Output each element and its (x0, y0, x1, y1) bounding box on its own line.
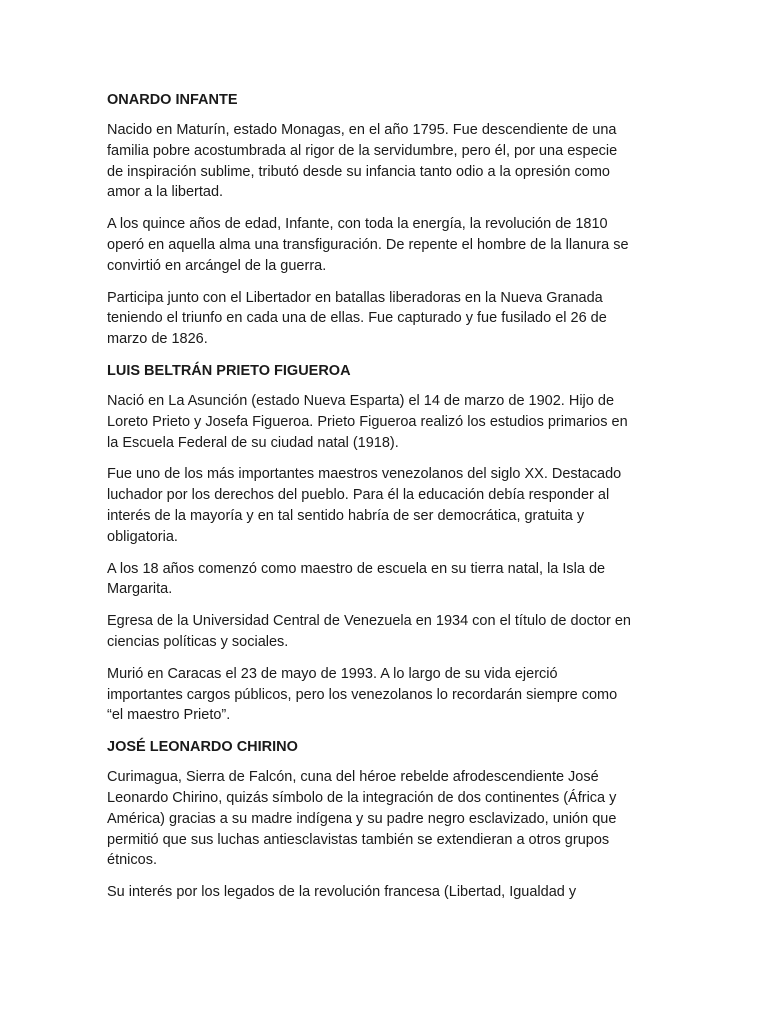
section-luis-beltran-prieto-figueroa (107, 361, 698, 726)
section-jose-leonardo-chirino (107, 737, 698, 903)
section-heading: LUIS BELTRÁN PRIETO FIGUEROA (107, 362, 351, 379)
paragraph: Egresa de la Universidad Central de Venezuela en 1934 con el título de doctor en ciencias políticas y sociales. (107, 613, 631, 650)
paragraph: Nacido en Maturín, estado Monagas, en el año 1795. Fue descendiente de una familia pobre acostumbrada al rigor de la servidumbre, pero él, por una especie de inspiración sublime, tributó desde su infancia tanto odio a la opresión como amor a la libertad. (107, 122, 618, 201)
paragraph: Su interés por los legados de la revolución francesa (Libertad, Igualdad y (107, 884, 577, 901)
paragraph: A los 18 años comenzó como maestro de escuela en su tierra natal, la Isla de Margarita. (107, 560, 606, 598)
paragraph: Participa junto con el Libertador en batallas liberadoras en la Nueva Granada teniendo el triunfo en cada una de ellas. Fue capturado y fue fusilado el 26 de marzo de 1826. (107, 289, 607, 348)
paragraph: A los quince años de edad, Infante, con toda la energía, la revolución de 1810 operó en aquella alma una transfiguración. De repente el hombre de la llanura se convirtió en arcángel de la guerra. (107, 216, 629, 274)
paragraph: Curimagua, Sierra de Falcón, cuna del héroe rebelde afrodescendiente José Leonardo Chirino, quizás símbolo de la integración de dos continentes (África y América) gracias a su madre indígena y su padre negro esclavizado, unión que permitió que sus luchas antiesclavistas también se extendieran a otros grupos étnicos. (107, 769, 617, 869)
paragraph: Murió en Caracas el 23 de mayo de 1993. A lo largo de su vida ejerció importantes cargos públicos, pero los venezolanos lo recordarán siempre como “el maestro Prieto”. (107, 665, 618, 724)
paragraph: Nació en La Asunción (estado Nueva Esparta) el 14 de marzo de 1902. Hijo de Loreto Prieto y Josefa Figueroa. Prieto Figueroa realizó los estudios primarios en la Escuela Federal de su ciudad natal (1918). (107, 392, 628, 451)
paragraph: Fue uno de los más importantes maestros venezolanos del siglo XX. Destacado luchador por los derechos del pueblo. Para él la educación debía responder al interés de la mayoría y en tal sentido habría de ser democrática, gratuita y obligatoria. (107, 466, 622, 545)
section-onardo-infante (107, 90, 698, 350)
section-heading: ONARDO INFANTE (107, 92, 238, 108)
section-heading: JOSÉ LEONARDO CHIRINO (107, 739, 298, 756)
